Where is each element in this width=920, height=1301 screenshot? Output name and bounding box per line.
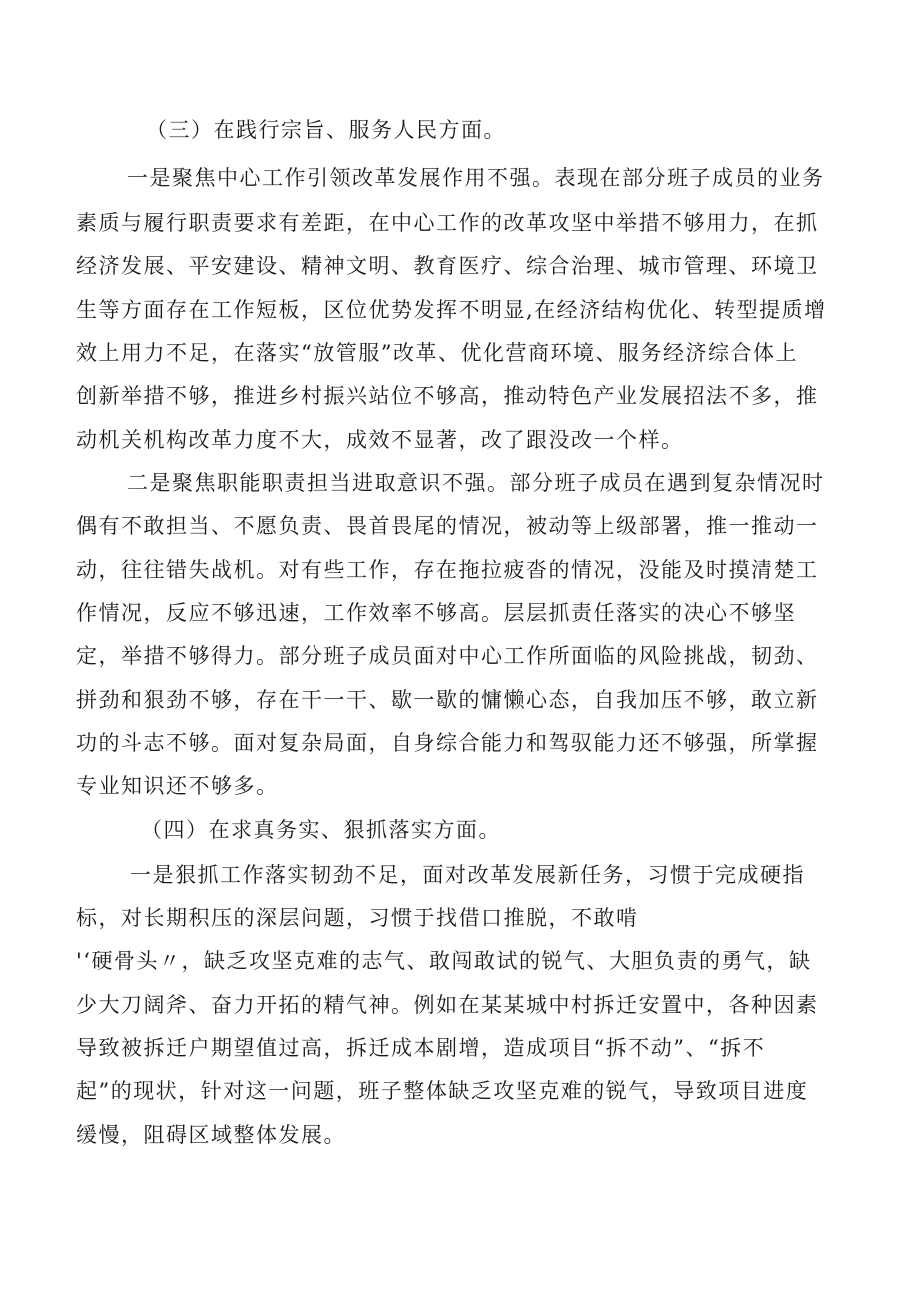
paragraph-line: 少大刀阔斧、奋力开拓的精气神。例如在某某城中村拆迁安置中，各种因素	[76, 993, 819, 1017]
paragraph-line: 效上用力不足，在落实“放管服”改革、优化营商环境、服务经济综合体上	[76, 341, 798, 365]
paragraph-line: 作情况，反应不够迅速，工作效率不够高。层层抓责任落实的决心不够坚	[76, 601, 796, 625]
paragraph-line: 素质与履行职责要求有差距，在中心工作的改革攻坚中举措不够用力，在抓	[76, 211, 819, 235]
paragraph-line: 缓慢，阻碍区域整体发展。	[76, 1123, 346, 1147]
paragraph-line: 动机关机构改革力度不大，成效不显著，改了跟没改一个样。	[76, 428, 684, 452]
paragraph-line: 动，往往错失战机。对有些工作，存在拖拉疲沓的情况，没能及时摸清楚工	[76, 558, 819, 582]
paragraph-line: 导致被拆迁户期望值过高，拆迁成本剧增，造成项目“拆不动”、“拆不	[76, 1036, 766, 1060]
paragraph-line: 经济发展、平安建设、精神文明、教育医疗、综合治理、城市管理、环境卫	[76, 254, 819, 278]
paragraph-line: 一是聚焦中心工作引领改革发展作用不强。表现在部分班子成员的业务	[127, 166, 825, 190]
paragraph-line: 偶有不敢担当、不愿负责、畏首畏尾的情况，被动等上级部署，推一推动一	[76, 514, 819, 538]
section-heading: （三）在践行宗旨、服务人民方面。	[146, 118, 506, 142]
section-heading: （四）在求真务实、狠抓落实方面。	[141, 818, 501, 842]
paragraph-line: '‘硬骨头〃，缺乏攻坚克难的志气、敢闯敢试的锐气、大胆负责的勇气，缺	[76, 949, 812, 973]
paragraph-line: 创新举措不够，推进乡村振兴站位不够高，推动特色产业发展招法不多，推	[76, 384, 819, 408]
paragraph-line: 二是聚焦职能职责担当进取意识不强。部分班子成员在遇到复杂情况时	[127, 471, 825, 495]
paragraph-line: 定，举措不够得力。部分班子成员面对中心工作所面临的风险挑战，韧劲、	[76, 644, 819, 668]
paragraph-line: 起”的现状，针对这一问题，班子整体缺乏攻坚克难的锐气，导致项目进度	[76, 1079, 809, 1103]
paragraph-line: 标，对长期积压的深层问题，习惯于找借口推脱，不敢啃	[76, 906, 639, 930]
paragraph-line: 拼劲和狠劲不够，存在干一干、歇一歇的慵懒心态，自我加压不够，敢立新	[76, 688, 819, 712]
paragraph-line: 生等方面存在工作短板，区位优势发挥不明显,在经济结构优化、转型提质增	[76, 298, 827, 322]
paragraph-line: 专业知识还不够多。	[76, 774, 279, 798]
paragraph-line: 功的斗志不够。面对复杂局面，自身综合能力和驾驭能力还不够强，所掌握	[76, 731, 819, 755]
paragraph-line: 一是狠抓工作落实韧劲不足，面对改革发展新任务，习惯于完成硬指	[130, 863, 805, 887]
